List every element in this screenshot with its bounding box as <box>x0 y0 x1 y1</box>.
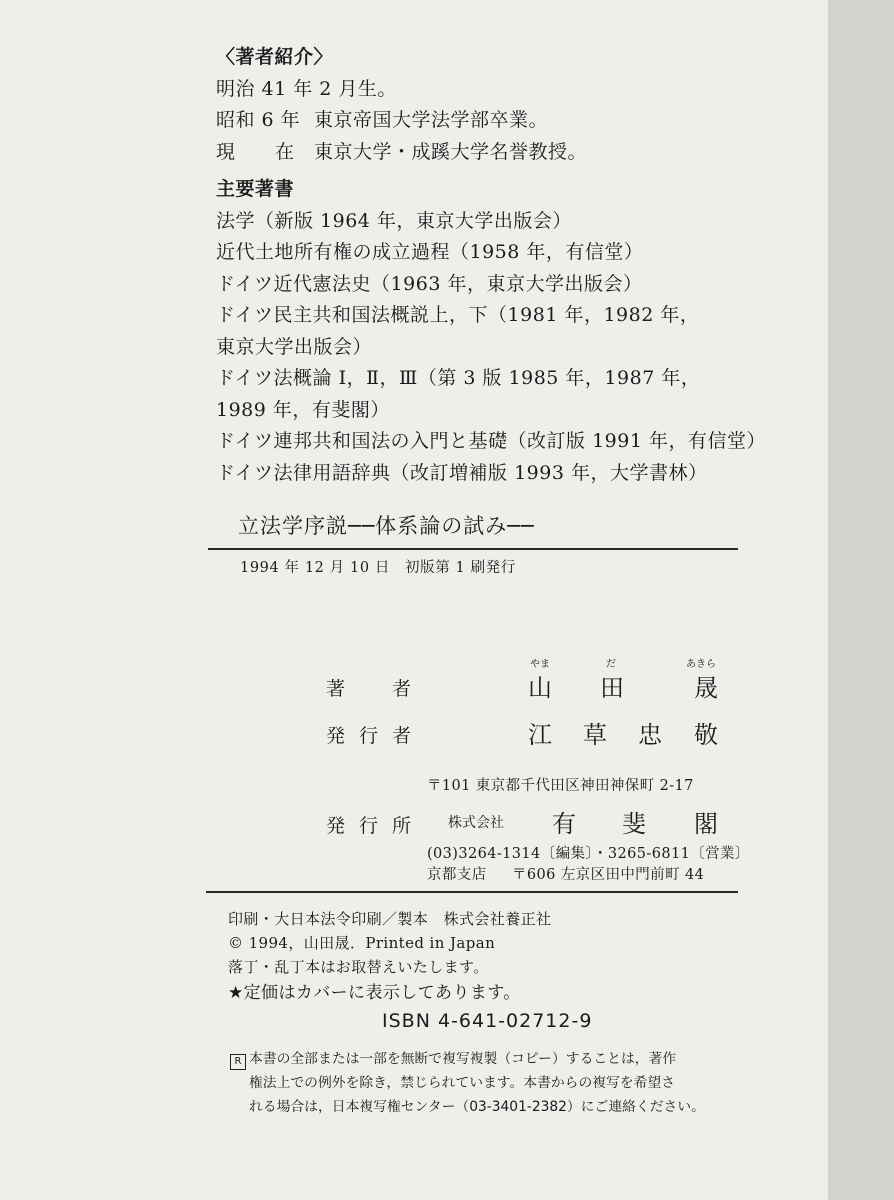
publication-date: 1994 年 12 月 10 日 初版第 1 刷発行 <box>240 560 516 576</box>
work-line: 近代土地所有権の成立過程（1958 年，有信堂） <box>216 241 644 263</box>
author-label: 著 者 <box>326 678 426 700</box>
ruby-da: だ <box>606 659 616 670</box>
branch-label: 京都支店 <box>427 867 487 883</box>
work-line: 法学（新版 1964 年，東京大学出版会） <box>216 209 572 232</box>
author-name-2: 田 <box>600 674 624 702</box>
copyright: © 1994，山田晟．Printed in Japan <box>228 934 496 952</box>
issuer-name-2: 草 <box>583 721 607 749</box>
notice-text: 本書の全部または一部を無断で複写複製（コピー）することは，著作 <box>249 1051 677 1067</box>
price-notice: ★定価はカバーに表示してあります。 <box>228 983 521 1003</box>
issuer-label: 発行者 <box>326 725 426 747</box>
branch-address: 〒606 左京区田中門前町 44 <box>512 867 705 883</box>
book-title: 立法学序説──体系論の試み── <box>238 514 535 538</box>
work-line: ドイツ民主共和国法概説上，下（1981 年，1982 年， <box>216 304 700 326</box>
ruby-akira: あきら <box>686 659 716 670</box>
major-works <box>216 174 766 489</box>
work-line: ドイツ連邦共和国法の入門と基礎（改訂版 1991 年，有信堂） <box>216 430 766 452</box>
author-born: 明治 41 年 2 月生。 <box>216 77 397 100</box>
isbn: ISBN 4-641-02712-9 <box>382 1010 593 1032</box>
work-line: 1989 年，有斐閣） <box>216 398 390 421</box>
notice-line-2: 権法上での例外を除き，禁じられています。本書からの複写を希望さ <box>249 1075 676 1091</box>
notice-line-3: れる場合は，日本複写権センター（03-3401-2382）にご連絡ください。 <box>249 1099 705 1115</box>
author-current-position <box>216 137 587 169</box>
publisher-name-2: 斐 <box>622 810 646 838</box>
work-line: 東京大学出版会） <box>216 335 373 358</box>
notice-line-1 <box>230 1047 730 1071</box>
major-works-heading: 主要著書 <box>216 178 295 200</box>
replacement-notice: 落丁・乱丁本はお取替えいたします。 <box>228 958 489 976</box>
work-line: ドイツ近代憲法史（1963 年，東京大学出版会） <box>216 272 643 295</box>
publisher-label: 発行所 <box>326 815 426 837</box>
issuer-name-3: 忠 <box>638 721 662 749</box>
publisher-name-1: 有 <box>552 810 576 838</box>
current-label: 現在 <box>216 140 335 163</box>
publisher-address: 〒101 東京都千代田区神田神保町 2-17 <box>427 778 694 794</box>
page-gutter <box>828 0 894 1200</box>
author-name-3: 晟 <box>694 674 718 702</box>
publisher-phone: (03)3264-1314〔編集〕・3265-6811〔営業〕 <box>427 846 750 862</box>
graduation-year: 昭和 6 年 <box>216 109 301 131</box>
title-rule <box>208 548 738 550</box>
ruby-yama: やま <box>530 659 550 670</box>
copy-notice <box>230 1047 730 1119</box>
graduation-school: 東京帝国大学法学部卒業。 <box>314 109 549 131</box>
work-line: ドイツ法概論 Ⅰ，Ⅱ，Ⅲ（第 3 版 1985 年，1987 年， <box>216 367 701 389</box>
issuer-name-4: 敬 <box>694 721 718 749</box>
author-graduation <box>216 105 587 137</box>
company-prefix: 株式会社 <box>448 815 504 831</box>
author-name-1: 山 <box>528 674 552 702</box>
restricted-mark-icon: R <box>230 1054 246 1070</box>
colophon-bottom-rule <box>206 891 738 893</box>
current-value: 東京大学・成蹊大学名誉教授。 <box>314 140 588 163</box>
issuer-name-1: 江 <box>528 721 552 749</box>
publisher-name-3: 閣 <box>694 810 718 838</box>
work-line: ドイツ法律用語辞典（改訂増補版 1993 年，大学書林） <box>216 461 708 484</box>
author-profile <box>216 42 587 168</box>
author-profile-heading: 〈著者紹介〉 <box>216 46 334 68</box>
printing-info: 印刷・大日本法令印刷／製本 株式会社養正社 <box>228 910 552 928</box>
